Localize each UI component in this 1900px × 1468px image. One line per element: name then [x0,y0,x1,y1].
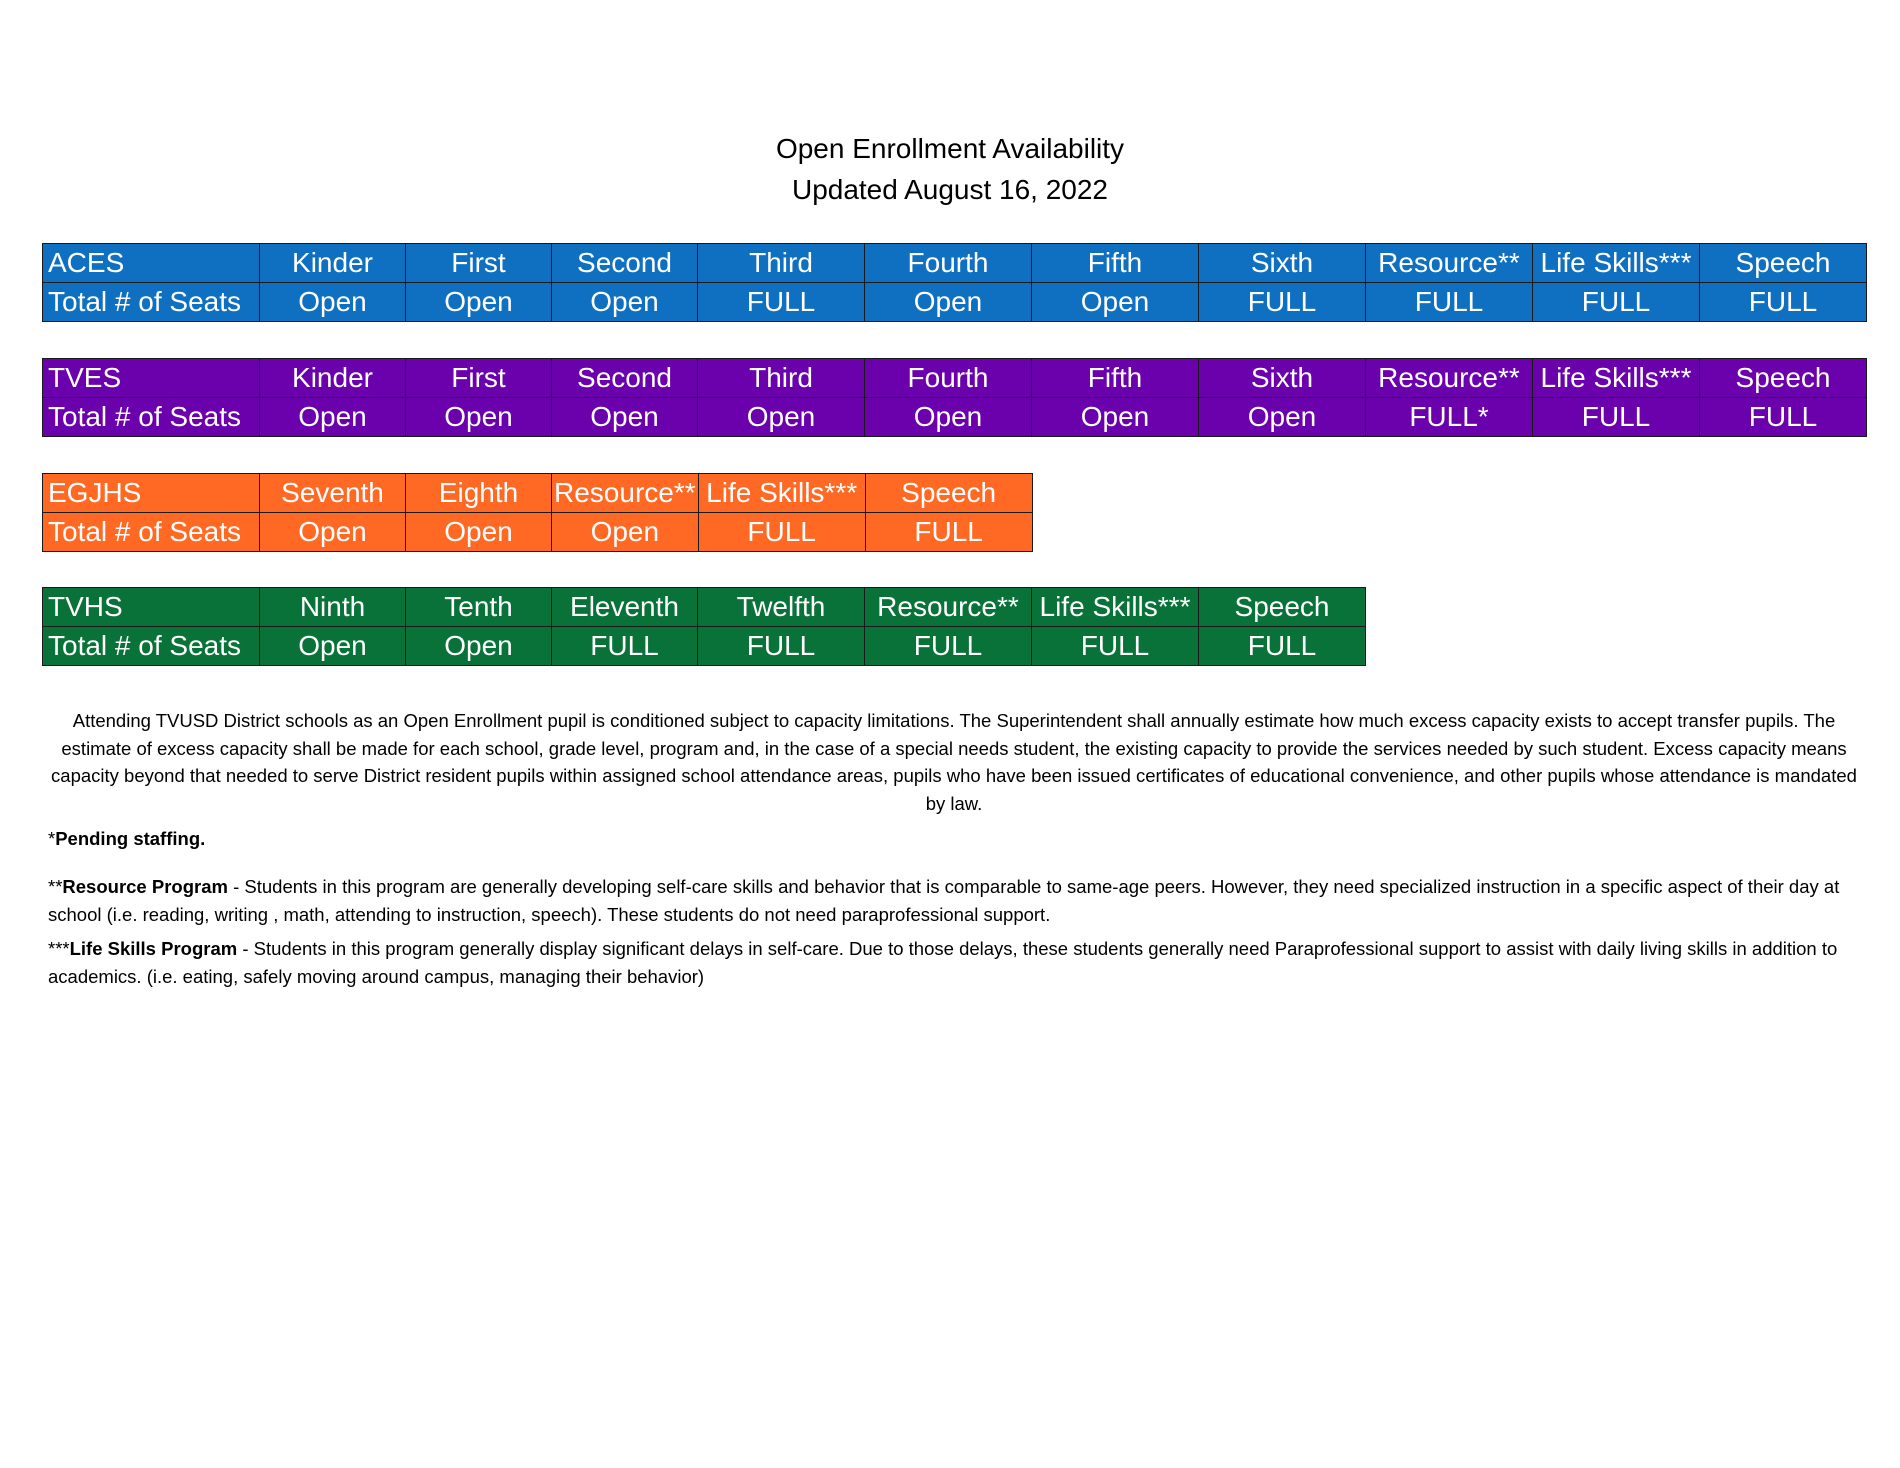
program-header: Resource** [865,588,1032,627]
seat-status: Open [1032,398,1199,437]
resource-description: - Students in this program are generally developing self-care skills and behavior that is comparable to same-age peers. However, they need specialized instruction in a specific aspect of their day at school (i.e. reading, writing , math, attending to instruction, speech). These students do not need paraprofessional support. [48,876,1840,925]
pending-text: Pending staffing. [55,828,206,849]
tvhs-table [42,587,1366,666]
grade-header: Sixth [1199,359,1366,398]
grade-header: Eighth [406,474,552,513]
tves-table [42,358,1867,437]
seat-status: Open [406,398,552,437]
seat-status: FULL [698,627,865,666]
egjhs-table [42,473,1033,552]
row-label: Total # of Seats [43,283,260,322]
aces-table [42,243,1867,322]
seat-status: FULL [1533,398,1700,437]
resource-title: Resource Program [62,876,228,897]
grade-header: Second [552,244,698,283]
grade-header: Ninth [260,588,406,627]
program-header: Resource** [1366,244,1533,283]
seat-status: Open [406,513,552,552]
tves-seats-row [43,398,1867,437]
grade-header: Third [698,244,865,283]
seat-status: FULL [1700,283,1867,322]
seat-status: Open [406,283,552,322]
seat-status: FULL* [1366,398,1533,437]
program-header: Life Skills*** [698,474,865,513]
pending-note [48,825,1860,853]
grade-header: Fifth [1032,244,1199,283]
row-label: Total # of Seats [43,627,260,666]
tves-header-row [43,359,1867,398]
seat-status: FULL [1199,627,1366,666]
program-header: Speech [1199,588,1366,627]
resource-program-note [48,873,1860,928]
updated-date: Updated August 16, 2022 [791,174,1109,205]
aces-header-row [43,244,1867,283]
seat-status: Open [698,398,865,437]
seat-status: Open [865,398,1032,437]
seat-status: Open [1032,283,1199,322]
seat-status: Open [406,627,552,666]
program-header: Life Skills*** [1032,588,1199,627]
seat-status: Open [1199,398,1366,437]
page-title: Open Enrollment Availability [775,133,1125,164]
seat-status: FULL [1199,283,1366,322]
seat-status: FULL [865,627,1032,666]
grade-header: First [406,359,552,398]
life-skills-title: Life Skills Program [69,938,238,959]
program-header: Speech [1700,359,1867,398]
seat-status: FULL [698,283,865,322]
aces-seats-row [43,283,1867,322]
grade-header: Fourth [865,244,1032,283]
seat-status: FULL [1700,398,1867,437]
program-header: Resource** [552,474,699,513]
program-header: Speech [865,474,1032,513]
life-skills-description: - Students in this program generally display significant delays in self-care. Due to those delays, these students generally need Paraprofessional support to assist with daily living skills in addition to academics. (i.e. eating, safely moving around campus, managing their behavior) [48,938,1838,987]
grade-header: Fifth [1032,359,1199,398]
seat-status: Open [552,513,699,552]
grade-header: Kinder [260,359,406,398]
program-header: Life Skills*** [1533,244,1700,283]
grade-header: Tenth [406,588,552,627]
pending-mark: * [48,828,56,849]
seat-status: Open [552,283,698,322]
seat-status: Open [865,283,1032,322]
row-label: Total # of Seats [43,513,260,552]
seat-status: FULL [865,513,1032,552]
seat-status: Open [260,513,406,552]
school-name: TVES [43,359,260,398]
grade-header: Twelfth [698,588,865,627]
grade-header: Seventh [260,474,406,513]
seat-status: FULL [1032,627,1199,666]
seat-status: FULL [698,513,865,552]
life-skills-mark: *** [48,938,70,959]
program-header: Life Skills*** [1533,359,1700,398]
seat-status: Open [552,398,698,437]
grade-header: Kinder [260,244,406,283]
seat-status: FULL [1533,283,1700,322]
egjhs-seats-row [43,513,1033,552]
resource-mark: ** [48,876,63,897]
seat-status: Open [260,627,406,666]
seat-status: Open [260,283,406,322]
grade-header: Third [698,359,865,398]
row-label: Total # of Seats [43,398,260,437]
tvhs-header-row [43,588,1366,627]
grade-header: First [406,244,552,283]
school-name: ACES [43,244,260,283]
life-skills-program-note [48,935,1860,990]
program-header: Resource** [1366,359,1533,398]
seat-status: FULL [552,627,698,666]
tvhs-seats-row [43,627,1366,666]
grade-header: Eleventh [552,588,698,627]
egjhs-header-row [43,474,1033,513]
seat-status: Open [260,398,406,437]
grade-header: Second [552,359,698,398]
grade-header: Sixth [1199,244,1366,283]
school-name: TVHS [43,588,260,627]
program-header: Speech [1700,244,1867,283]
grade-header: Fourth [865,359,1032,398]
seat-status: FULL [1366,283,1533,322]
enrollment-policy-paragraph: Attending TVUSD District schools as an Open Enrollment pupil is conditioned subject to capacity limitations. The Superintendent shall annually estimate how much excess capacity exists to accept transfer pupils. The estimate of excess capacity shall be made for each school, grade level, program and, in the case of a special needs student, the existing capacity to provide the services needed by such student. Excess capacity means capacity beyond that needed to serve District resident pupils within assigned school attendance areas, pupils who have been issued certificates of educational convenience, and other pupils whose attendance is mandated by law. [51,710,1857,814]
school-name: EGJHS [43,474,260,513]
